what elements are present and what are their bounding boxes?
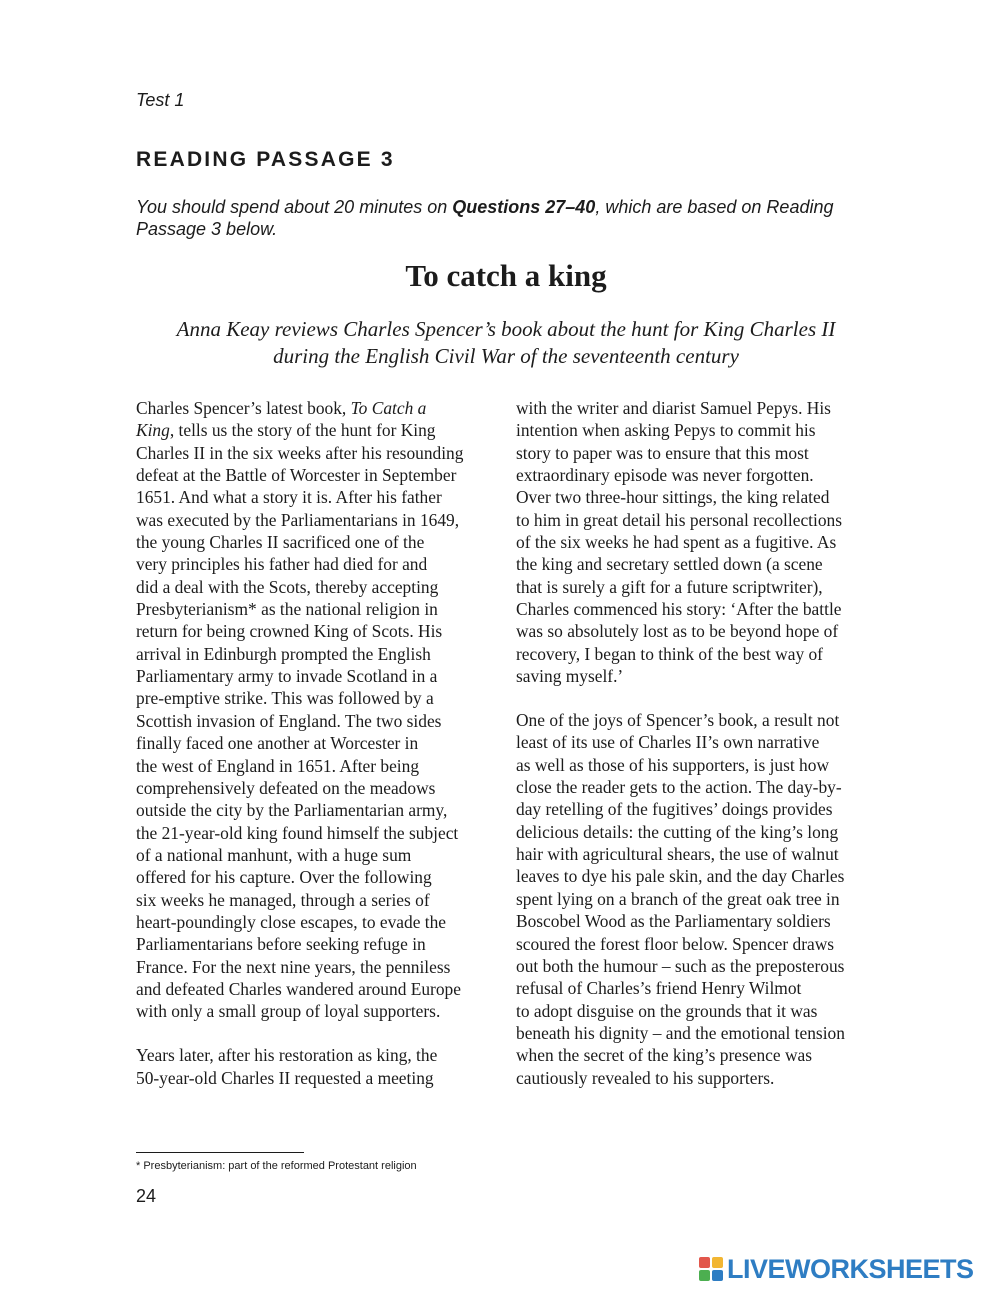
- logo-text: LIVEWORKSHEETS: [727, 1253, 974, 1284]
- text-line: the young Charles II sacrificed one of the: [136, 532, 425, 553]
- text-line: as well as those of his supporters, is just how: [516, 754, 830, 775]
- logo-square: [699, 1270, 710, 1281]
- logo-square: [699, 1257, 710, 1268]
- text-line: and defeated Charles wandered around Europe: [136, 978, 461, 999]
- text-line: day retelling of the fugitives’ doings provides: [516, 799, 833, 820]
- text-line: was executed by the Parliamentarians in 1649,: [136, 509, 460, 530]
- instructions-text-end: , which are based on Reading Passage 3 below.: [136, 197, 834, 239]
- text-line: very principles his father had died for and: [136, 554, 428, 575]
- text-line: that is surely a gift for a future scriptwriter),: [516, 576, 823, 597]
- text-line: was so absolutely lost as to be beyond hope of: [516, 621, 839, 642]
- footnote-divider: [136, 1152, 304, 1153]
- left-line-1: [136, 397, 498, 419]
- text-line: extraordinary episode was never forgotten.: [516, 465, 814, 486]
- text-line: comprehensively defeated on the meadows: [136, 777, 436, 798]
- text-line: to adopt disguise on the grounds that it was: [516, 1000, 818, 1021]
- text-line: Boscobel Wood as the Parliamentary soldiers: [516, 911, 831, 932]
- subtitle-line: during the English Civil War of the seventeenth century: [273, 344, 739, 368]
- text-line: out both the humour – such as the preposterous: [516, 955, 845, 976]
- text-line: refusal of Charles’s friend Henry Wilmot: [516, 978, 802, 999]
- footnote: * Presbyterianism: part of the reformed Protestant religion: [136, 1160, 417, 1172]
- text-line: Scottish invasion of England. The two sides: [136, 710, 442, 731]
- instructions-questions: Questions 27–40: [452, 197, 596, 217]
- text-line: One of the joys of Spencer’s book, a result not: [516, 710, 840, 731]
- left-column: [136, 397, 498, 1089]
- text-line: saving myself.’: [516, 666, 624, 687]
- text-line: hair with agricultural shears, the use of walnut: [516, 844, 839, 865]
- test-label: Test 1: [136, 90, 185, 110]
- text-line: recovery, I began to think of the best way of: [516, 643, 823, 664]
- text-line: return for being crowned King of Scots. His: [136, 621, 443, 642]
- liveworksheets-logo: [699, 1252, 995, 1286]
- text-line: Parliamentary army to invade Scotland in a: [136, 666, 438, 687]
- text-line: leaves to dye his pale skin, and the day Charles: [516, 866, 845, 887]
- text-line: close the reader gets to the action. The day-by-: [516, 777, 842, 798]
- text-line: with only a small group of loyal supporters.: [136, 1001, 441, 1022]
- paragraph-gap: [136, 1023, 498, 1045]
- text-line: to him in great detail his personal recollections: [516, 509, 842, 530]
- subtitle-line: Anna Keay reviews Charles Spencer’s book about the hunt for King Charles II: [176, 317, 836, 341]
- text-line: 1651. And what a story it is. After his father: [136, 487, 442, 508]
- text-line: outside the city by the Parliamentarian army,: [136, 800, 448, 821]
- logo-square: [712, 1257, 723, 1268]
- book-title-italic: To Catch a: [350, 398, 427, 418]
- text-line: heart-poundingly close escapes, to evade the: [136, 911, 447, 932]
- text-line: with the writer and diarist Samuel Pepys. His: [516, 398, 831, 418]
- text-line: Charles II in the six weeks after his resounding: [136, 442, 464, 463]
- instructions-text: You should spend about 20 minutes on: [136, 197, 453, 217]
- text-line: finally faced one another at Worcester in: [136, 733, 419, 754]
- paragraph-gap: [516, 687, 888, 709]
- article-title: To catch a king: [405, 258, 607, 293]
- text-line: cautiously revealed to his supporters.: [516, 1067, 775, 1088]
- passage-heading: READING PASSAGE 3: [136, 148, 395, 171]
- text-line: the king and secretary settled down (a scene: [516, 554, 823, 575]
- text-line: France. For the next nine years, the penniless: [136, 956, 451, 977]
- text-line: story to paper was to ensure that this most: [516, 442, 809, 463]
- logo-icon: [699, 1257, 723, 1281]
- text-line: pre-emptive strike. This was followed by a: [136, 688, 434, 709]
- text-line: arrival in Edinburgh prompted the English: [136, 643, 431, 664]
- text-line: delicious details: the cutting of the king’s long: [516, 821, 839, 842]
- text-line: 50-year-old Charles II requested a meeting: [136, 1067, 434, 1088]
- text-line: offered for his capture. Over the following: [136, 867, 432, 888]
- page-number: 24: [136, 1186, 157, 1206]
- text-line: defeat at the Battle of Worcester in September: [136, 465, 457, 486]
- text-line: beneath his dignity – and the emotional tension: [516, 1022, 845, 1043]
- left-line-2: King, tells us the story of the hunt for King: [136, 420, 436, 441]
- text-line: spent lying on a branch of the great oak tree in: [516, 888, 840, 909]
- text-line: did a deal with the Scots, thereby accepting: [136, 576, 439, 597]
- text-line: Years later, after his restoration as king, the: [136, 1045, 438, 1066]
- text-line: Over two three-hour sittings, the king related: [516, 487, 830, 508]
- text-line: least of its use of Charles II’s own narrative: [516, 732, 820, 753]
- text-line: Charles commenced his story: ‘After the battle: [516, 599, 842, 620]
- text-line: scoured the forest floor below. Spencer draws: [516, 933, 835, 954]
- text-line: intention when asking Pepys to commit his: [516, 420, 816, 441]
- book-title-ref: Charles Spencer’s latest book, To Catch a: [136, 398, 427, 418]
- book-title-italic: King: [136, 420, 170, 441]
- logo-square: [712, 1270, 723, 1281]
- instructions: [136, 196, 886, 240]
- text-line: the 21-year-old king found himself the subject: [136, 822, 459, 843]
- text-line: six weeks he managed, through a series of: [136, 889, 430, 910]
- text-line: Presbyterianism* as the national religion in: [136, 599, 438, 620]
- text-line: of the six weeks he had spent as a fugitive. As: [516, 532, 837, 553]
- article-subtitle: [136, 316, 876, 370]
- text-line: when the secret of the king’s presence was: [516, 1045, 813, 1066]
- text-line: of a national manhunt, with a huge sum: [136, 844, 412, 865]
- text-line: Parliamentarians before seeking refuge in: [136, 934, 426, 955]
- text-line: the west of England in 1651. After being: [136, 755, 420, 776]
- right-column: [516, 397, 888, 1089]
